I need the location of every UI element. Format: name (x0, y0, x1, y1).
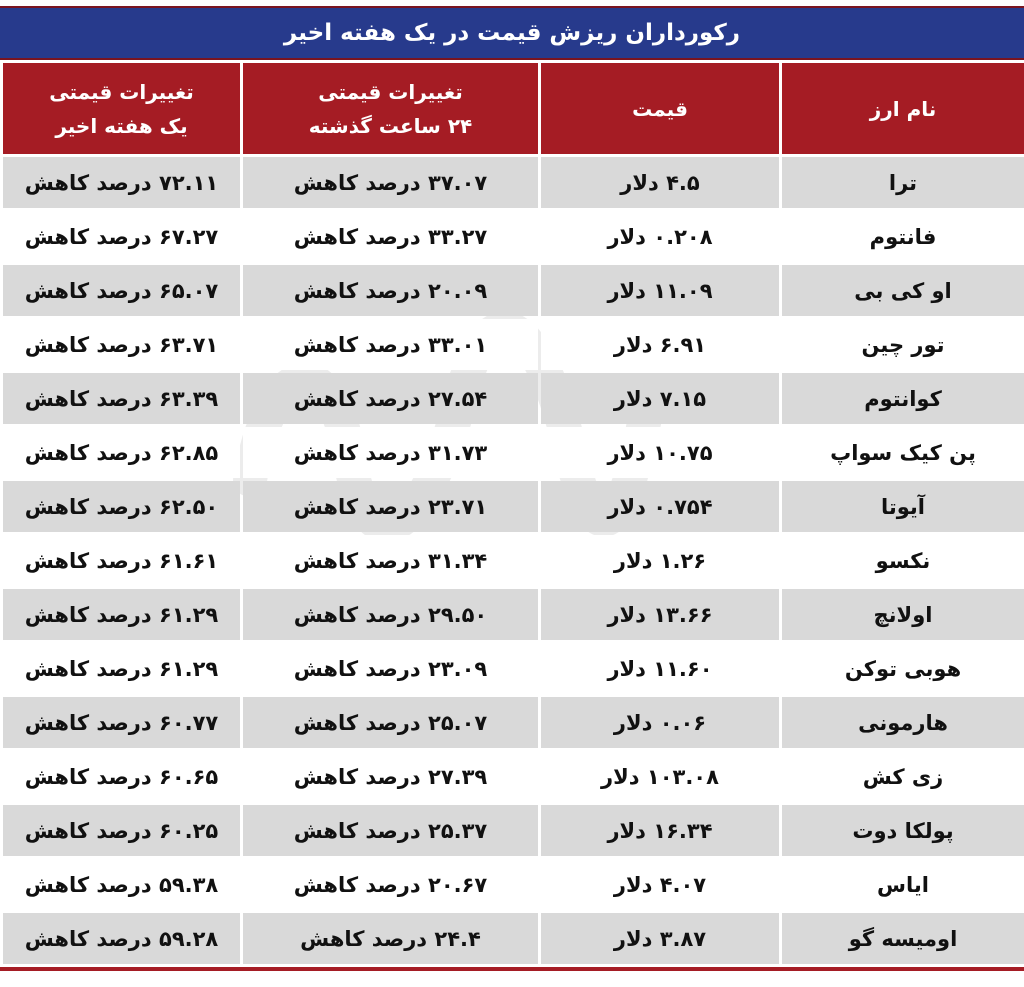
price-cell: ۰.۲۰۸ دلار (541, 211, 779, 262)
table-row (3, 643, 1024, 694)
change-24h-cell: ۳۱.۳۴ درصد کاهش (243, 535, 538, 586)
change-week-cell: ۶۳.۷۱ درصد کاهش (3, 319, 240, 370)
header-change-week (3, 63, 240, 154)
table-row (3, 373, 1024, 424)
coin-name-cell: آیوتا (782, 481, 1024, 532)
change-24h-cell: ۲۵.۳۷ درصد کاهش (243, 805, 538, 856)
header-name-label: نام ارز (869, 96, 937, 121)
coin-name-cell: او کی بی (782, 265, 1024, 316)
header-name (782, 63, 1024, 154)
change-week-cell: ۶۵.۰۷ درصد کاهش (3, 265, 240, 316)
coin-name-cell: اولانچ (782, 589, 1024, 640)
price-cell: ۱۱.۰۹ دلار (541, 265, 779, 316)
price-drop-table (0, 60, 1024, 967)
price-cell: ۰.۷۵۴ دلار (541, 481, 779, 532)
coin-name-cell: هوبی توکن (782, 643, 1024, 694)
table-row (3, 157, 1024, 208)
header-change-24h (243, 63, 538, 154)
title-bar (0, 6, 1024, 60)
table-row (3, 211, 1024, 262)
price-cell: ۱۰.۷۵ دلار (541, 427, 779, 478)
price-cell: ۱۶.۳۴ دلار (541, 805, 779, 856)
price-cell: ۱.۲۶ دلار (541, 535, 779, 586)
change-week-cell: ۵۹.۳۸ درصد کاهش (3, 859, 240, 910)
price-cell: ۶.۹۱ دلار (541, 319, 779, 370)
change-24h-cell: ۲۳.۰۹ درصد کاهش (243, 643, 538, 694)
change-24h-cell: ۲۹.۵۰ درصد کاهش (243, 589, 538, 640)
header-price (541, 63, 779, 154)
coin-name-cell: پولکا دوت (782, 805, 1024, 856)
table-row (3, 859, 1024, 910)
header-change-24h-line2: ۲۴ ساعت گذشته (308, 113, 473, 138)
table-row (3, 805, 1024, 856)
change-24h-cell: ۲۰.۶۷ درصد کاهش (243, 859, 538, 910)
coin-name-cell: کوانتوم (782, 373, 1024, 424)
change-24h-cell: ۲۳.۷۱ درصد کاهش (243, 481, 538, 532)
coin-name-cell: هارمونی (782, 697, 1024, 748)
change-24h-cell: ۳۳.۲۷ درصد کاهش (243, 211, 538, 262)
coin-name-cell: پن کیک سواپ (782, 427, 1024, 478)
table-row (3, 751, 1024, 802)
change-week-cell: ۶۰.۷۷ درصد کاهش (3, 697, 240, 748)
header-change-24h-line1: تغییرات قیمتی (318, 79, 463, 104)
table-row (3, 427, 1024, 478)
change-24h-cell: ۲۴.۴ درصد کاهش (243, 913, 538, 964)
price-cell: ۳.۸۷ دلار (541, 913, 779, 964)
change-24h-cell: ۳۱.۷۳ درصد کاهش (243, 427, 538, 478)
price-cell: ۰.۰۶ دلار (541, 697, 779, 748)
table-row (3, 697, 1024, 748)
change-week-cell: ۵۹.۲۸ درصد کاهش (3, 913, 240, 964)
table-row (3, 265, 1024, 316)
change-24h-cell: ۲۷.۵۴ درصد کاهش (243, 373, 538, 424)
change-week-cell: ۶۰.۶۵ درصد کاهش (3, 751, 240, 802)
change-week-cell: ۶۷.۲۷ درصد کاهش (3, 211, 240, 262)
change-week-cell: ۶۲.۵۰ درصد کاهش (3, 481, 240, 532)
header-change-week-line1: تغییرات قیمتی (49, 79, 194, 104)
price-cell: ۱۳.۶۶ دلار (541, 589, 779, 640)
change-24h-cell: ۲۷.۳۹ درصد کاهش (243, 751, 538, 802)
table-row (3, 319, 1024, 370)
table-row (3, 481, 1024, 532)
change-week-cell: ۶۲.۸۵ درصد کاهش (3, 427, 240, 478)
price-cell: ۷.۱۵ دلار (541, 373, 779, 424)
coin-name-cell: ایاس (782, 859, 1024, 910)
price-cell: ۱۰۳.۰۸ دلار (541, 751, 779, 802)
coin-name-cell: اومیسه گو (782, 913, 1024, 964)
table-body (3, 157, 1024, 964)
change-24h-cell: ۲۰.۰۹ درصد کاهش (243, 265, 538, 316)
table-title: رکورداران ریزش قیمت در یک هفته اخیر (283, 20, 741, 46)
table-row (3, 535, 1024, 586)
change-week-cell: ۶۱.۶۱ درصد کاهش (3, 535, 240, 586)
header-price-label: قیمت (632, 96, 688, 121)
change-week-cell: ۶۳.۳۹ درصد کاهش (3, 373, 240, 424)
table-row (3, 589, 1024, 640)
coin-name-cell: تور چین (782, 319, 1024, 370)
header-row (3, 63, 1024, 154)
coin-name-cell: نکسو (782, 535, 1024, 586)
header-change-week-line2: یک هفته اخیر (55, 113, 188, 138)
price-cell: ۴.۰۷ دلار (541, 859, 779, 910)
change-week-cell: ۷۲.۱۱ درصد کاهش (3, 157, 240, 208)
change-24h-cell: ۳۷.۰۷ درصد کاهش (243, 157, 538, 208)
table-row (3, 913, 1024, 964)
change-24h-cell: ۳۳.۰۱ درصد کاهش (243, 319, 538, 370)
coin-name-cell: فانتوم (782, 211, 1024, 262)
coin-name-cell: زی کش (782, 751, 1024, 802)
coin-name-cell: ترا (782, 157, 1024, 208)
change-week-cell: ۶۱.۲۹ درصد کاهش (3, 643, 240, 694)
price-cell: ۱۱.۶۰ دلار (541, 643, 779, 694)
change-week-cell: ۶۱.۲۹ درصد کاهش (3, 589, 240, 640)
change-24h-cell: ۲۵.۰۷ درصد کاهش (243, 697, 538, 748)
price-cell: ۴.۵ دلار (541, 157, 779, 208)
change-week-cell: ۶۰.۲۵ درصد کاهش (3, 805, 240, 856)
bottom-rule (0, 967, 1024, 971)
